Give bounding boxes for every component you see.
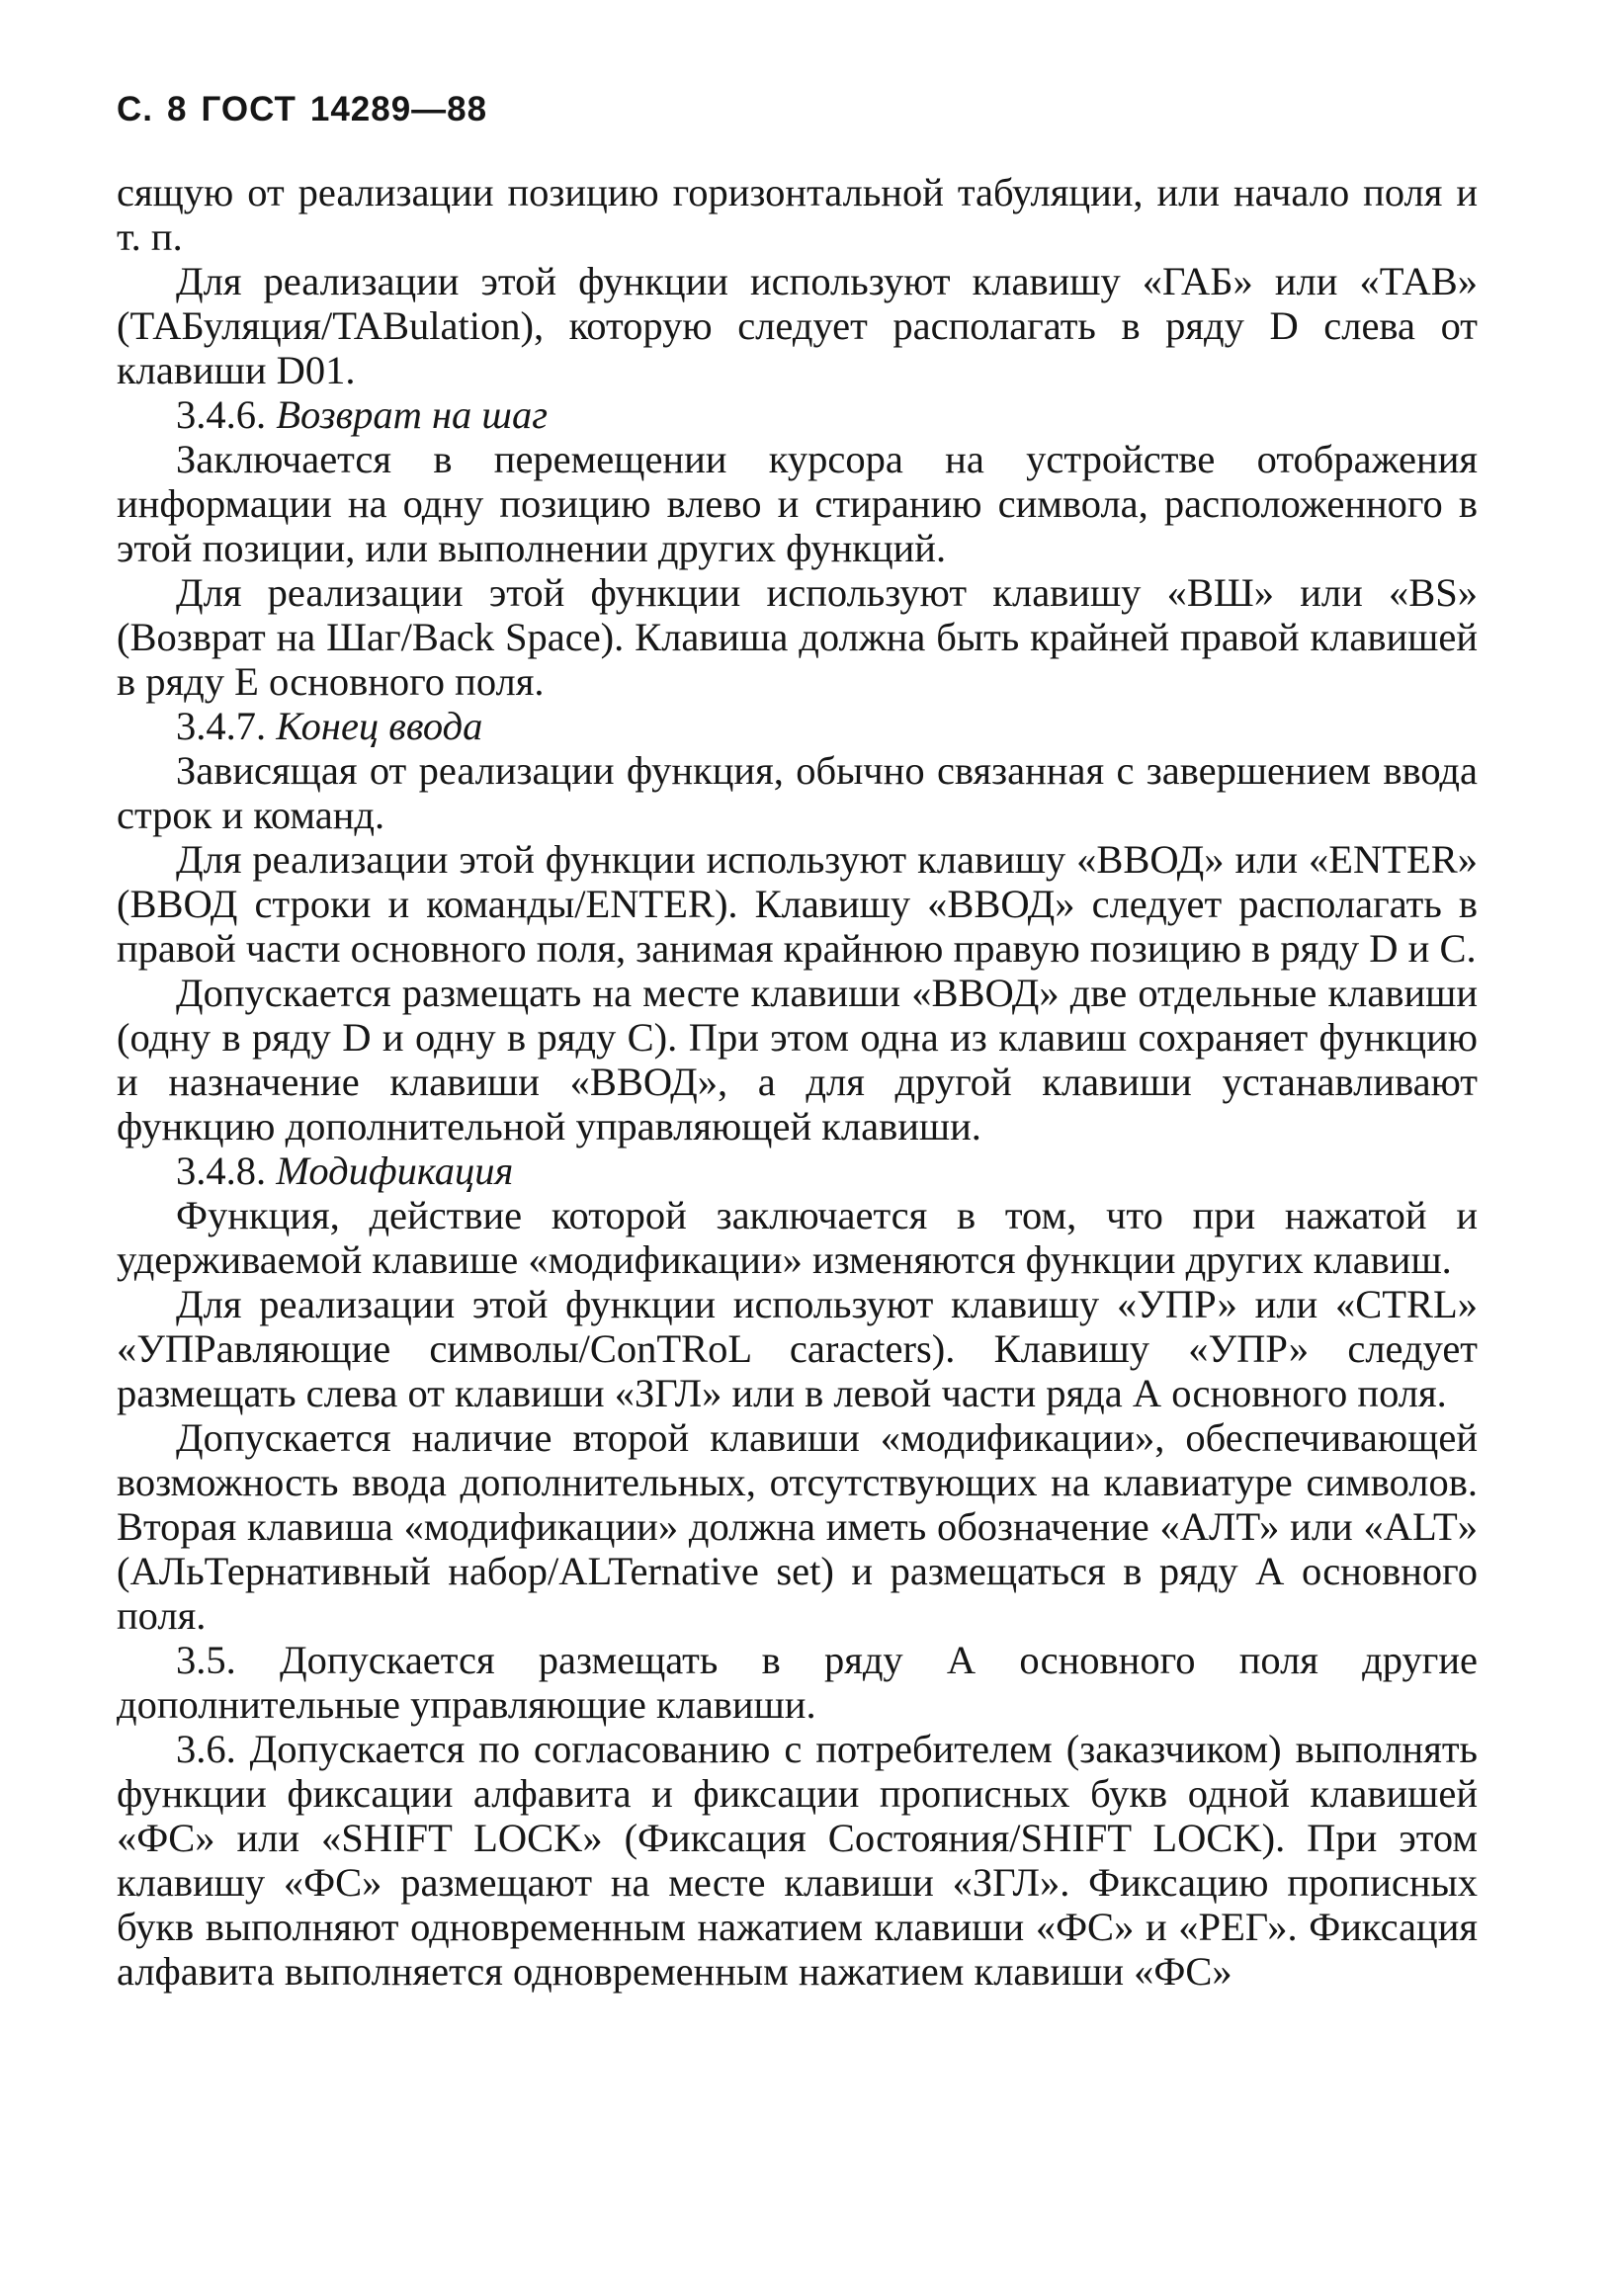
page-number: 8	[167, 90, 188, 128]
paragraph-3-6: 3.6. Допускается по согласованию с потребителем (заказчиком) выполнять функции фиксации алфавита и фиксации прописных букв одной клавишей «ФС» или «SHIFT LOCK» (Фиксация Состояния/SHIFT LOCK). При этом клавишу «ФС» размещают на месте клавиши «ЗГЛ». Фиксацию прописных букв выполняют одновременным нажатием клавиши «ФС» и «РЕГ». Фиксация алфавита выполняется одновременным нажатием клавиши «ФС»	[117, 1727, 1478, 1994]
paragraph: Заключается в перемещении курсора на устройстве отображения информации на одну позицию влево и стиранию символа, расположенного в этой позиции, или выполнении других функций.	[117, 437, 1478, 570]
section-heading-3-4-7	[117, 704, 1478, 748]
paragraph: Для реализации этой функции используют клавишу «ВВОД» или «ENTER» (ВВОД строки и команды/ENTER). Клавишу «ВВОД» следует располагать в правой части основного поля, занимая крайнюю правую позицию в ряду D и C.	[117, 837, 1478, 971]
paragraph-3-5: 3.5. Допускается размещать в ряду А основного поля другие дополнительные управляющие клавиши.	[117, 1638, 1478, 1727]
running-head	[117, 87, 1478, 132]
section-heading-3-4-8	[117, 1148, 1478, 1193]
section-title: Возврат на шаг	[276, 392, 549, 437]
section-number: 3.4.7.	[176, 704, 267, 748]
document-body	[117, 170, 1478, 1994]
paragraph: Для реализации этой функции используют клавишу «ВШ» или «BS» (Возврат на Шаг/Back Space). Клавиша должна быть крайней правой клавишей в ряду Е основного поля.	[117, 570, 1478, 704]
paragraph: Допускается размещать на месте клавиши «ВВОД» две отдельные клавиши (одну в ряду D и одну в ряду C). При этом одна из клавиш сохраняет функцию и назначение клавиши «ВВОД», а для другой клавиши устанавливают функцию дополнительной управляющей клавиши.	[117, 971, 1478, 1148]
standard-number: 14289—88	[309, 90, 488, 128]
paragraph: Допускается наличие второй клавиши «модификации», обеспечивающей возможность ввода дополнительных, отсутствующих на клавиатуре символов. Вторая клавиша «модификации» должна иметь обозначение «АЛТ» или «ALT» (АЛьТернативный набор/ALTernative set) и размещаться в ряду А основного поля.	[117, 1415, 1478, 1638]
standard-label: ГОСТ	[201, 90, 297, 128]
section-heading-3-4-6	[117, 392, 1478, 437]
section-number: 3.4.6.	[176, 392, 267, 437]
paragraph: Функция, действие которой заключается в том, что при нажатой и удерживаемой клавише «модификации» изменяются функции других клавиш.	[117, 1193, 1478, 1282]
page-prefix: С.	[117, 90, 153, 128]
section-number: 3.4.8.	[176, 1148, 267, 1193]
paragraph: Для реализации этой функции используют клавишу «УПР» или «CTRL» «УПРавляющие символы/ConTRoL caracters). Клавишу «УПР» следует размещать слева от клавиши «ЗГЛ» или в левой части ряда А основного поля.	[117, 1282, 1478, 1415]
paragraph: Зависящая от реализации функция, обычно связанная с завершением ввода строк и команд.	[117, 748, 1478, 837]
paragraph-continuation: сящую от реализации позицию горизонтальной табуляции, или начало поля и т. п.	[117, 170, 1478, 259]
paragraph: Для реализации этой функции используют клавишу «ГАБ» или «ТАВ» (ТАБуляция/TABulation), которую следует располагать в ряду D слева от клавиши D01.	[117, 259, 1478, 392]
section-title: Модификация	[276, 1148, 514, 1193]
section-title: Конец ввода	[276, 704, 483, 748]
